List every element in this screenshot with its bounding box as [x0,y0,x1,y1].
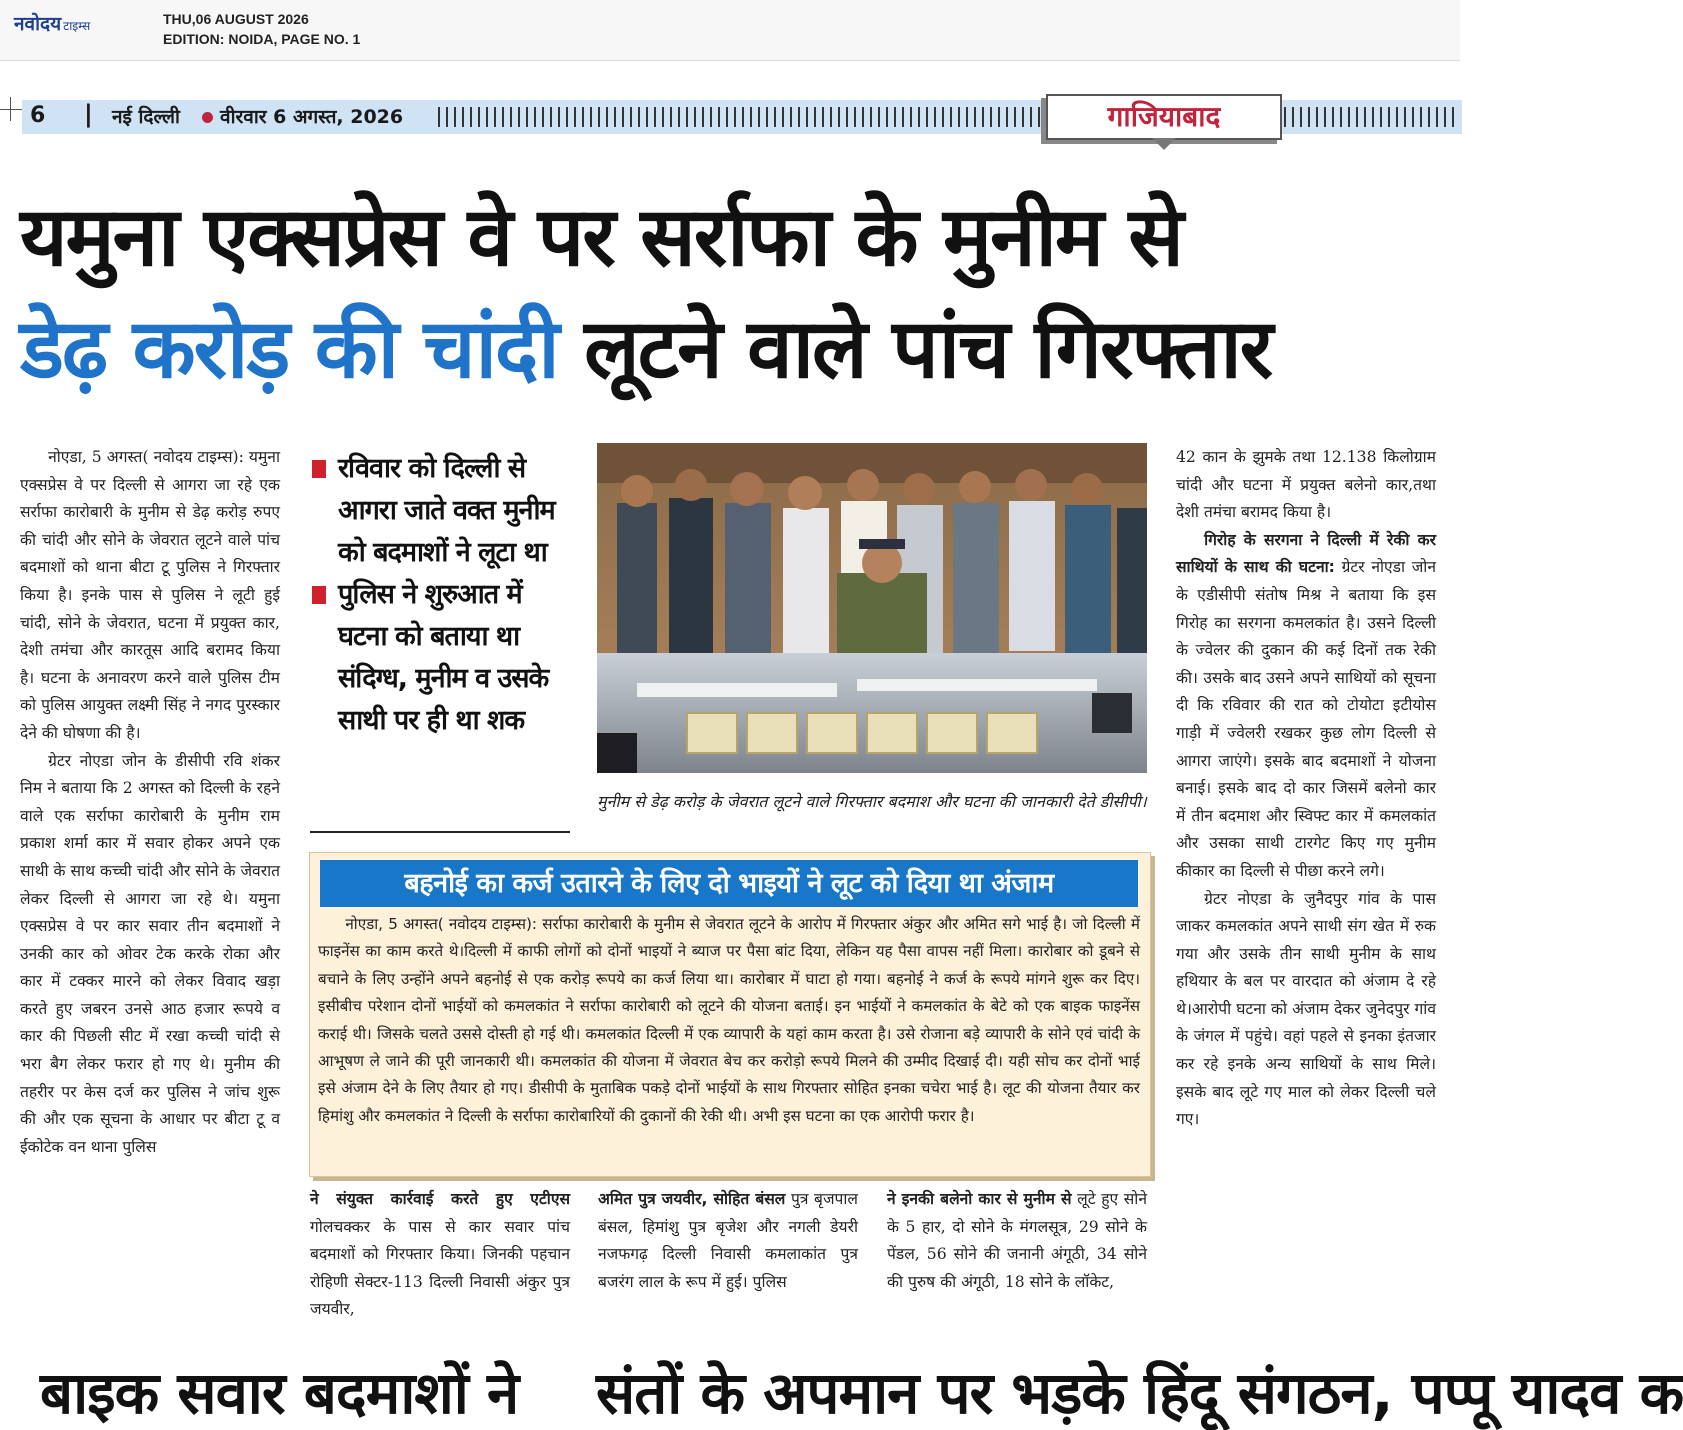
sidebar-story-box [309,852,1151,1177]
pullquote-text: पुलिस ने शुरुआत में घटना को बताया था संदिग्ध, मुनीम व उसके साथी पर ही था शक [338,579,549,736]
pullquote-divider [310,831,570,833]
photo-caption: मुनीम से डेढ़ करोड़ के जेवरात लूटने वाले गिरफ्तार बदमाश और घटना की जानकारी देते डीसीपी। [597,792,1147,811]
edition-date: THU,06 AUGUST 2026 [163,11,309,27]
headline-highlight: डेढ़ करोड़ की चांदी [20,302,558,397]
next-story-headline[interactable]: संतों के अपमान पर भड़के हिंदू संगठन, पप्पू यादव क [596,1359,1683,1427]
article-paragraph [310,1186,570,1324]
article-paragraph: ग्रेटर नोएडा के जुनैदपुर गांव के पास जाकर कमलकांत अपने साथी संग खेत में रुक गया और उसके तीन साथी मुनीम के साथ हथियार के बल पर वारदात को अंजाम दे रहे थे।आरोपी घटना को अंजाम देकर जुनेदपुर गांव के जंगल में पहुंचे। वहां पहले से इनका इंतजार कर रहे इनके अन्य साथियों के साथ मिले। इसके बाद लूटे गए माल को लेकर दिल्ली चले गए। [1176,889,1436,1129]
logo-main: नवोदय [14,13,62,35]
headline-line-1: यमुना एक्सप्रेस वे पर सर्राफा के मुनीम से [20,190,1182,285]
box-title-bar [320,860,1138,907]
folio-tick-rule [1284,107,1460,127]
headline-rest: लूटने वाले पांच गिरफ्तार [584,302,1272,397]
box-paragraph: नोएडा, 5 अगस्त( नवोदय टाइम्स): सर्राफा कारोबारी के मुनीम से जेवरात लूटने के आरोप में गिरफ्तार अंकुर और अमित सगे भाई है। जो दिल्ली में फाइनेंस का काम करते थे।दिल्ली में काफी लोगों को दोनों भाइयों ने ब्याज पर पैसा बांट दिया, लेकिन यह पैसा वापस नहीं मिला। कारोबार को डूबने से बचाने के लिए उन्होंने अपने बहनोई से एक करोड़ रूपये का कर्ज लिया था। कारोबार में घाटा हो गया। बहनोई ने कर्ज के रूपये मांगने शुरू कर दिए। इसीबीच परेशान दोनों भाईयों को कमलकांत ने सर्राफा कारोबारी को लूटने की योजना बताई। इन भाईयों ने कमलकांत के बेटे को एक बाइक फाइनेंस कराई थी। जिसके चलते उससे दोस्ती हो गई थी। कमलकांत दिल्ली में एक व्यापारी के यहां काम करता है। उसे रोजाना बड़े व्यापारी के सोने एवं चांदी के आभूषण ले जाने की पूरी जानकारी थी। कमलकांत की योजना में जेवरात बेच कर करोड़ो रूपये मिलने की उम्मीद दिखाई दी। यही सोच कर दोनों भाई इसे अंजाम देने के लिए तैयार हो गए। डीसीपी के मुताबिक पकड़े दोनों भाईयों के साथ गिरफ्तार सोहित इनका चचेरा भाई है। लूट की योजना तैयार कर हिमांशु और कमलकांत ने दिल्ली के सर्राफा कारोबारियों की दुकानों की रेकी थी। अभी इस घटना का एक आरोपी फरार है। [318,915,1140,1125]
article-paragraph [887,1186,1147,1296]
folio-tick-rule [438,107,1050,127]
article-paragraph [1176,527,1436,886]
section-label [1046,94,1282,140]
folio-separator: | [84,100,93,128]
pullquote-block [310,448,568,742]
news-photo-image [597,443,1147,773]
column-text: गोलचक्कर के पास से कार सवार पांच बदमाशों को गिरफ्तार किया। जिनकी पहचान रोहिणी सेक्टर-113 दिल्ली निवासी अंकुर पुत्र जयवीर, [310,1217,570,1319]
site-header [0,0,1460,61]
folio-place: नई दिल्ली [112,106,180,128]
news-photo[interactable] [597,443,1147,773]
newspaper-logo[interactable] [14,10,90,36]
pullquote-text: रविवार को दिल्ली से आगरा जाते वक्त मुनीम को बदमाशों ने लूटा था [338,453,555,568]
pullquote-item [310,574,568,742]
article-column-3 [598,1186,858,1326]
article-column-2 [310,1186,570,1326]
section-name: गाजियाबाद [1107,100,1221,133]
section-notch-icon [1152,138,1176,150]
subheading: गिरोह के सरगना ने दिल्ली में रेकी कर साथियों के साथ की घटना: [1176,530,1436,577]
column-text: पुत्र बृजपाल बंसल, हिमांशु पुत्र बृजेश और नगली डेयरी नजफगढ़ दिल्ली निवासी कमलाकांत पुत्र बजरंग लाल के रूप में हुई। पुलिस [598,1190,858,1291]
column-lead: ने संयुक्त कार्रवाई करते हुए एटीएस [310,1190,570,1208]
article-paragraph: 42 कान के झुमके तथा 12.138 किलोग्राम चांदी और घटना में प्रयुक्त बलेनो कार,तथा देशी तमंचा बरामद किया है। [1176,448,1436,522]
article-column-5 [1176,444,1436,1328]
folio-dot-icon [202,112,213,123]
column-lead: अमित पुत्र जयवीर, सोहित बंसल [598,1190,786,1208]
article-paragraph: ग्रेटर नोएडा जोन के डीसीपी रवि शंकर निम ने बताया कि 2 अगस्त को दिल्ली के रहने वाले एक सर्राफा कारोबारी के मुनीम राम प्रकाश शर्मा कार में सवार होकर अपने एक साथी के साथ कच्ची चांदी और सोने के जेवरात लेकर दिल्ली से आगरा जा रहे थे। यमुना एक्सप्रेस वे पर कार सवार तीन बदमाशों ने उनकी कार को ओवर टेक करके रोका और कार में टक्कर मारने को लेकर विवाद खड़ा करते हुए जबरन उनसे आठ हजार रूपये व कार की पिछली सीट में रखा कच्ची चांदी से भरा बैग लेकर फरार हो गए थे। मुनीम की तहरीर पर केस दर्ज कर पुलिस ने जांच शुरू की और एक सूचना के आधार पर बीटा टू व ईकोटेक वन थाना पुलिस [20,751,280,1156]
box-body [318,911,1140,1130]
box-title: बहनोई का कर्ज उतारने के लिए दो भाइयों ने लूट को दिया था अंजाम [404,868,1054,899]
column-text: ग्रेटर नोएडा जोन के एडीसीपी संतोष मिश्र ने बताया कि इस गिरोह का सरगना कमलकांत है। उसने दिल्ली के ज्वेलर की दुकान की कई दिनों तक रेकी की। उसके बाद उसने अपने साथियों को सूचना दी कि रविवार की रात को टोयोटा इटीयोस गाड़ी में ज्वेलरी रखकर कुछ लोग दिल्ली से आगरा जाएंगे। इसके बाद बदमाशों ने योजना बनाई। इसके बाद दो कार जिसमें बलेनो कार में तीन बदमाश और स्विफ्ट कार में कमलकांत और उसका साथी टारगेट किए गए मुनीम कीकार का दिल्ली से पीछा करने लगे। [1176,558,1436,880]
headline-line-2 [20,290,1440,402]
page-number: 6 [30,103,46,128]
folio-date: वीरवार 6 अगस्त, 2026 [220,106,404,128]
red-bullet-icon [312,460,326,478]
article-column-4 [887,1186,1147,1326]
logo-sub: टाइम्स [63,19,91,33]
article-column-1 [20,444,280,1324]
edition-page: EDITION: NOIDA, PAGE NO. 1 [163,31,361,47]
edition-info [163,9,360,49]
crop-mark-icon [0,97,22,121]
column-lead: ने इनकी बलेनो कार से मुनीम से [887,1190,1072,1208]
article-paragraph: नोएडा, 5 अगस्त( नवोदय टाइम्स): यमुना एक्सप्रेस वे पर दिल्ली से आगरा जा रहे एक सर्राफा कारोबारी के मुनीम से डेढ़ करोड़ रुपए की चांदी और सोने के जेवरात लूटने वाले पांच बदमाशों को थाना बीटा टू पुलिस ने गिरफ्तार किया है। इनके पास से पुलिस ने लूटी हुई चांदी, सोने के जेवरात, घटना में प्रयुक्त कार, देशी तमंचा और कारतूस आदि बरामद किया है। घटना के अनावरण करने वाले पुलिस टीम को पुलिस आयुक्त लक्ष्मी सिंह ने नगद पुरस्कार देने की घोषणा की है। [20,448,280,742]
pullquote-item [310,448,568,574]
article-paragraph [598,1186,858,1296]
column-text: लूटे हुए सोने के 5 हार, दो सोने के मंगलसूत्र, 29 सोने के पेंडल, 56 सोने की जनानी अंगूठी, 34 सोने की पुरुष की अंगूठी, 18 सोने के लॉकेट, [887,1190,1147,1291]
red-bullet-icon [312,586,326,604]
next-story-headline[interactable]: बाइक सवार बदमाशों ने [40,1359,519,1427]
